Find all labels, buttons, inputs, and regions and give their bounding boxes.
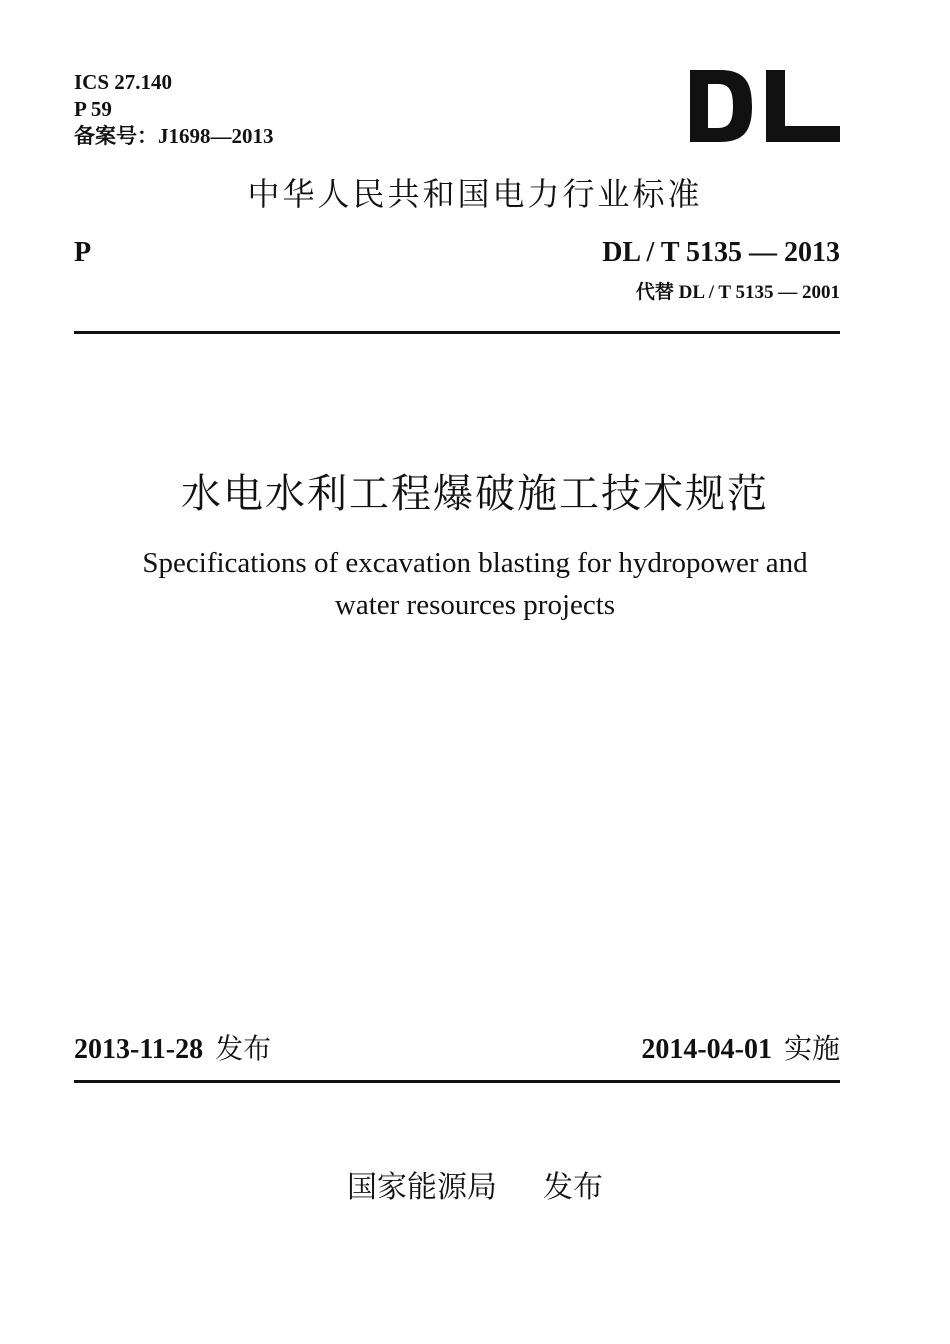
ics-code: ICS 27.140 (74, 70, 173, 94)
issue-date-block (74, 1030, 271, 1069)
classification-letter: P (74, 237, 92, 268)
page-title-english (75, 542, 875, 626)
top-divider (74, 331, 840, 334)
bottom-divider (74, 1080, 840, 1083)
title-english-line-2: water resources projects (334, 589, 616, 621)
title-english-line-1: Specifications of excavation blasting for hydropower and (142, 547, 808, 579)
filing-number: 备案号：J1698—2013 (74, 124, 274, 148)
issue-date: 2013-11-28 (74, 1034, 204, 1065)
page-title-chinese: 水电水利工程爆破施工技术规范 (181, 471, 769, 517)
issuer-block (0, 1166, 950, 1210)
implementation-label: 实施 (783, 1032, 840, 1065)
issue-label: 发布 (215, 1032, 272, 1065)
implementation-date: 2014-04-01 (641, 1034, 772, 1065)
standard-number: DL / T 5135 — 2013 (602, 237, 840, 268)
issuer-label: 发布 (543, 1170, 603, 1205)
classification-code: P 59 (74, 97, 112, 121)
dl-logo-icon (690, 70, 840, 142)
industry-standard-heading: 中华人民共和国电力行业标准 (247, 175, 703, 213)
issuer-name: 国家能源局 (347, 1170, 497, 1205)
replaces-standard: 代替 DL / T 5135 — 2001 (635, 282, 840, 303)
implementation-date-block (641, 1030, 840, 1069)
